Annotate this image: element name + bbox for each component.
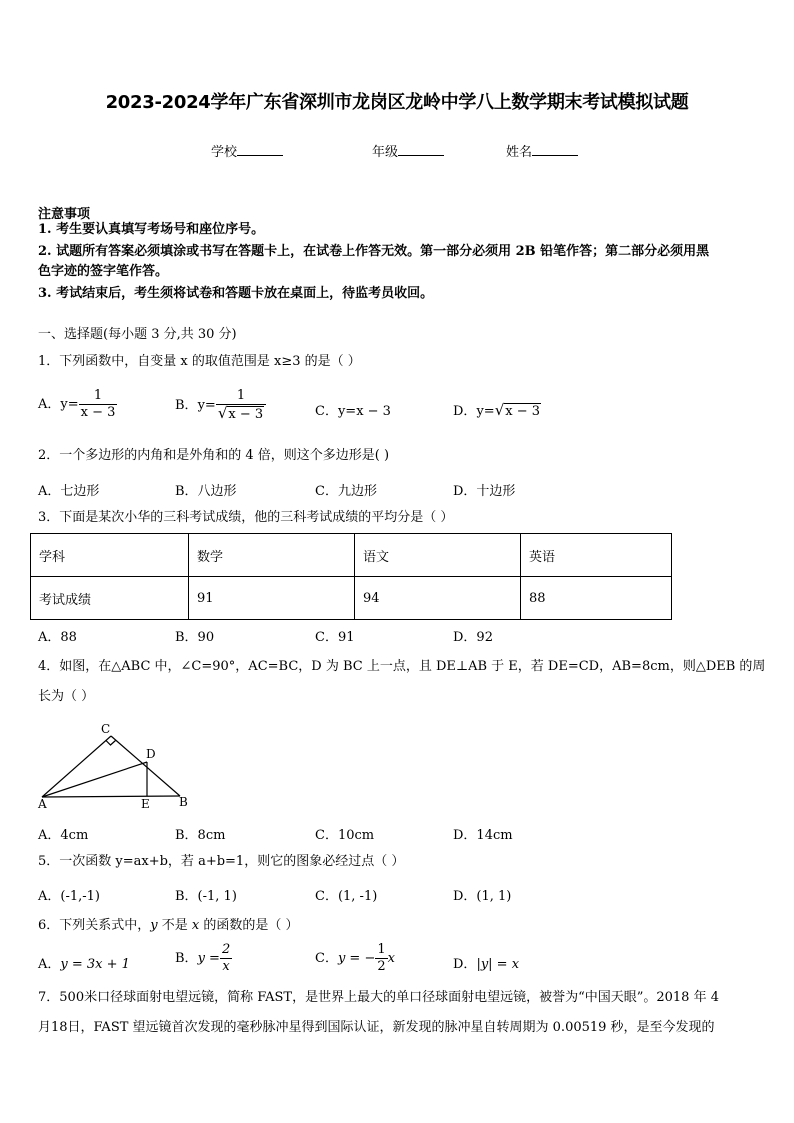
q2-option-d[interactable]: D．十边形 [453,484,516,499]
label-d: D [146,747,156,761]
grade-field[interactable] [372,141,444,160]
q5-option-c[interactable]: C．(1, -1) [315,889,378,904]
notice-heading: 注意事项 [38,207,91,222]
q5-option-a[interactable]: A．(-1,-1) [38,889,100,904]
school-label: 学校 [211,145,238,160]
q6-option-d[interactable]: D．|y| = x [453,957,520,972]
q1-option-d[interactable]: D．y=√x − 3 [453,401,541,419]
name-label: 姓名 [506,145,533,160]
right-angle-mark [106,741,116,746]
section-heading: 一、选择题(每小题 3 分,共 30 分) [38,327,237,342]
notice-item: 2. 试题所有答案必须填涂或书写在答题卡上，在试卷上作答无效。第一部分必须用 2B 铅笔作答；第二部分必须用黑 [38,244,710,259]
table-cell: 数学 [189,534,355,577]
question-2-stem: 2．一个多边形的内角和是外角和的 4 倍，则这个多边形是( ) [38,448,390,463]
name-blank[interactable] [532,143,578,156]
label-e: E [141,797,150,810]
table-cell: 英语 [521,534,672,577]
side-ac [42,736,111,797]
table-cell: 语文 [355,534,521,577]
sqrt-icon: √ [494,401,505,419]
q2-option-c[interactable]: C．九边形 [315,484,377,499]
table-cell: 学科 [31,534,189,577]
grade-blank[interactable] [398,143,444,156]
q1-option-c[interactable]: C．y=x − 3 [315,404,391,419]
notice-item: 色字迹的签字笔作答。 [38,264,169,279]
q2-option-a[interactable]: A．七边形 [38,484,100,499]
triangle-diagram [30,718,200,810]
q2-option-b[interactable]: B．八边形 [175,484,237,499]
q4-option-d[interactable]: D．14cm [453,828,513,843]
label-c: C [101,722,111,736]
q3-option-a[interactable]: A．88 [38,630,77,645]
label-b: B [179,795,188,809]
question-7-stem-cont: 月18日，FAST 望远镜首次发现的毫秒脉冲星得到国际认证，新发现的脉冲星自转周期为 0.00519 秒，是至今发现的 [38,1020,715,1035]
q6-option-c[interactable]: C．y = − $\frac{1}{2}$ x [315,942,395,974]
question-3-stem: 3．下面是某次小华的三科考试成绩，他的三科考试成绩的平均分是（ ） [38,510,454,525]
q5-option-b[interactable]: B．(-1, 1) [175,889,237,904]
q6-option-a[interactable]: A．y = 3x + 1 [38,957,130,972]
fraction: $\frac{1}{√x - 3}$ [216,388,266,423]
question-5-stem: 5．一次函数 y=ax+b，若 a+b=1，则它的图象必经过点（ ） [38,854,405,869]
table-cell: 88 [521,577,672,620]
notice-item: 1. 考生要认真填写考场号和座位序号。 [38,222,265,237]
fraction: $\frac{1}{2}$ [377,942,386,974]
table-cell: 考试成绩 [31,577,189,620]
question-1-stem: 1．下列函数中，自变量 x 的取值范围是 x≥3 的是（ ） [38,354,361,369]
table-row [31,577,672,620]
grade-label: 年级 [372,145,399,160]
school-field[interactable] [211,141,283,160]
label-a: A [38,797,47,810]
table-header-row [31,534,672,577]
q5-option-d[interactable]: D．(1, 1) [453,889,512,904]
question-4-stem: 4．如图，在△ABC 中，∠C=90°，AC=BC，D 为 BC 上一点，且 DE⊥AB 于 E，若 DE=CD，AB=8cm，则△DEB 的周 [38,659,766,674]
q4-option-a[interactable]: A．4cm [38,828,89,843]
q3-option-c[interactable]: C．91 [315,630,355,645]
table-cell: 94 [355,577,521,620]
segment-ad [42,762,147,797]
notice-item: 3. 考试结束后，考生须将试卷和答题卡放在桌面上，待监考员收回。 [38,286,434,301]
table-cell: 91 [189,577,355,620]
fraction: $\frac{2}{x}$ [221,942,231,974]
question-6-stem: 6．下列关系式中，y 不是 x 的函数的是（ ） [38,918,299,933]
fraction: $\frac{1}{x - 3}$ [80,388,116,420]
q3-option-b[interactable]: B．90 [175,630,215,645]
score-table [30,533,672,620]
q3-option-d[interactable]: D．92 [453,630,493,645]
school-blank[interactable] [237,143,283,156]
name-field[interactable] [506,141,578,160]
question-7-stem: 7．500米口径球面射电望远镜，简称 FAST，是世界上最大的单口径球面射电望远镜，被誉为“中国天眼”。2018 年 4 [38,990,719,1005]
side-ab [42,796,180,797]
q1-option-b[interactable]: B．y= $\frac{1}{√x - 3}$ [175,388,266,423]
q1-option-a[interactable]: A．y= $\frac{1}{x - 3}$ [38,388,116,420]
exam-title: 2023-2024学年广东省深圳市龙岗区龙岭中学八上数学期末考试模拟试题 [105,92,689,113]
side-cb [111,736,180,796]
q6-option-b[interactable]: B．y = $\frac{2}{x}$ [175,942,231,974]
question-4-stem-cont: 长为（ ） [38,689,95,704]
q4-option-b[interactable]: B．8cm [175,828,226,843]
q4-option-c[interactable]: C．10cm [315,828,375,843]
